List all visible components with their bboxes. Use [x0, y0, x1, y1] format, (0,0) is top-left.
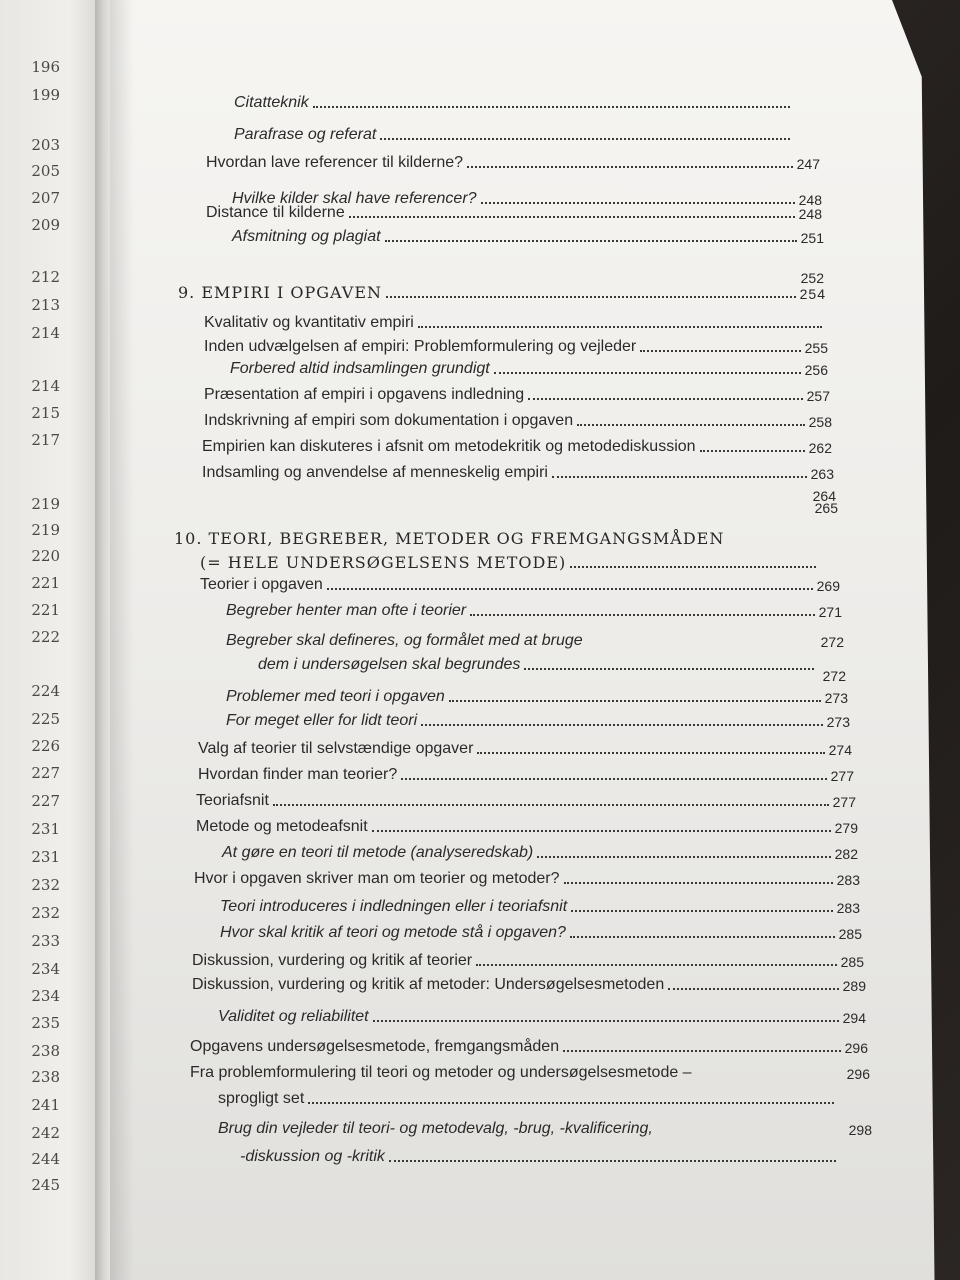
dot-leader: [385, 240, 797, 242]
dot-leader: [327, 588, 813, 590]
toc-entry-title: Metode og metodeafsnit: [196, 818, 368, 835]
toc-entry-title: Diskussion, vurdering og kritik af metoder: Undersøgelsesmetoden: [192, 976, 665, 993]
toc-page-number: 265: [814, 500, 838, 516]
toc-entry-title: Parafrase og referat: [234, 126, 377, 143]
toc-entry: [234, 90, 794, 112]
toc-page-number: 289: [842, 978, 866, 994]
toc-entry: [234, 122, 794, 144]
left-page-number: 203: [31, 136, 60, 154]
dot-leader: [373, 1020, 839, 1022]
toc-entry: [190, 1060, 870, 1082]
toc-entry: [204, 310, 826, 332]
toc-entry-title: Problemer med teori i opgaven: [226, 688, 445, 705]
toc-entry-continued: [218, 1086, 838, 1108]
toc-page-number: 257: [806, 388, 830, 404]
toc-entry-title: Hvor i opgaven skriver man om teorier og metoder?: [194, 870, 560, 887]
toc-entry: [218, 1116, 872, 1138]
left-page-number: 231: [31, 848, 60, 866]
left-page-number: 244: [31, 1150, 60, 1168]
left-page-number: 225: [31, 710, 60, 728]
toc-page-number: 271: [818, 604, 842, 620]
toc-entry-continued: [258, 652, 818, 674]
toc-page-number: 254: [799, 286, 826, 302]
left-page-number: 205: [31, 162, 60, 180]
toc-entry-title: Opgavens undersøgelsesmetode, fremgangsmåden: [190, 1038, 560, 1055]
left-page-number: 196: [31, 58, 60, 76]
left-page-number: 234: [31, 987, 60, 1005]
toc-entry: [202, 460, 834, 482]
toc-entry: [206, 150, 820, 172]
toc-entry: [220, 920, 862, 942]
chapter-heading: [178, 280, 826, 302]
dot-leader: [640, 350, 800, 352]
left-page-number: 235: [31, 1014, 60, 1032]
toc-page-number: 272: [820, 634, 844, 650]
toc-entry-title: Hvor skal kritik af teori og metode stå i opgaven?: [220, 924, 566, 941]
toc-entry: [190, 1034, 868, 1056]
toc-entry-title: Kvalitativ og kvantitativ empiri: [204, 314, 414, 331]
spacer: [657, 1132, 845, 1134]
left-page-number: 226: [31, 737, 60, 755]
toc-entry: [198, 736, 852, 758]
toc-entry-title: Teoriafsnit: [196, 792, 269, 809]
toc-entry: [226, 708, 850, 730]
toc-entry-title: Empirien kan diskuteres i afsnit om metodekritik og metodediskussion: [202, 438, 696, 455]
toc-entry: [206, 200, 822, 222]
chapter-title: 10. TEORI, BEGREBER, METODER OG FREMGANGSMÅDEN: [174, 529, 725, 548]
left-page-number: 233: [31, 932, 60, 950]
toc-entry-title: Brug din vejleder til teori- og metodevalg, -brug, -kvalificering,: [218, 1120, 653, 1137]
toc-entry: [204, 408, 832, 430]
toc-entry: [226, 628, 844, 650]
toc-entry: [226, 598, 842, 620]
dot-leader: [449, 700, 821, 702]
toc-entry-title: Fra problemformulering til teori og metoder og undersøgelsesmetode –: [190, 1064, 692, 1081]
dot-leader: [700, 450, 805, 452]
dot-leader: [421, 724, 822, 726]
toc-entry-title: Diskussion, vurdering og kritik af teorier: [192, 952, 473, 969]
dot-leader: [401, 778, 826, 780]
toc-entry: [232, 224, 824, 246]
toc-page-number: 298: [848, 1122, 872, 1138]
toc-page-number: 273: [824, 690, 848, 706]
dot-leader: [552, 476, 807, 478]
left-page-number: 238: [31, 1042, 60, 1060]
toc-page-number: 248: [798, 206, 822, 222]
toc-entry: [202, 434, 832, 456]
toc-entry-title: Hvordan lave referencer til kilderne?: [206, 154, 464, 171]
toc-entry-title: dem i undersøgelsen skal begrundes: [258, 656, 521, 673]
toc-entry: [196, 814, 858, 836]
toc-entry-title: For meget eller for lidt teori: [226, 712, 418, 729]
toc-entry-title: Indsamling og anvendelse af menneskelig empiri: [202, 464, 548, 481]
toc-entry: [204, 382, 830, 404]
toc-page-number: 263: [810, 466, 834, 482]
dot-leader: [349, 216, 795, 218]
dot-leader: [570, 936, 835, 938]
toc-entry-title: At gøre en teori til metode (analyseredskab): [222, 844, 534, 861]
toc-page-number: 273: [826, 714, 850, 730]
toc-page-number: 282: [834, 846, 858, 862]
toc-entry: [200, 572, 840, 594]
toc-entry: [194, 866, 860, 888]
left-page-number: 214: [31, 377, 60, 395]
dot-leader: [524, 668, 814, 670]
dot-leader: [386, 296, 796, 298]
dot-leader: [571, 910, 832, 912]
toc-page-number: 269: [816, 578, 840, 594]
dot-leader: [537, 856, 830, 858]
toc-page-number: 285: [840, 954, 864, 970]
left-page-number: 199: [31, 86, 60, 104]
chapter-title: 9. EMPIRI I OPGAVEN: [178, 283, 383, 302]
left-page-number: 209: [31, 216, 60, 234]
left-page-number: 212: [31, 268, 60, 286]
toc-page-number: 283: [836, 900, 860, 916]
dot-leader: [467, 166, 793, 168]
toc-entry: [204, 334, 828, 356]
chapter-heading: [174, 526, 774, 548]
left-page-number: 221: [31, 574, 60, 592]
toc-page-number: 294: [842, 1010, 866, 1026]
left-page-number: 238: [31, 1068, 60, 1086]
spacer: [587, 644, 817, 646]
toc-entry-title: Indskrivning af empiri som dokumentation i opgaven: [204, 412, 574, 429]
spacer: [696, 1076, 843, 1078]
left-page-number: 245: [31, 1176, 60, 1194]
left-page-number: 213: [31, 296, 60, 314]
toc-entry: [220, 894, 860, 916]
dot-leader: [470, 614, 815, 616]
left-page-number: 215: [31, 404, 60, 422]
toc-entry-title: Hvilke kilder skal have referencer?: [232, 190, 477, 207]
toc-entry-continued: [240, 1144, 840, 1166]
left-page-number: 231: [31, 820, 60, 838]
left-page-number: 220: [31, 547, 60, 565]
left-page-number: 242: [31, 1124, 60, 1142]
toc-entry-title: Afsmitning og plagiat: [232, 228, 381, 245]
chapter-subtitle: (= HELE UNDERSØGELSENS METODE): [200, 553, 567, 572]
dot-leader: [313, 106, 790, 108]
toc-entry-title: Distance til kilderne: [206, 204, 345, 221]
toc-entry-title: Præsentation af empiri i opgavens indledning: [204, 386, 525, 403]
left-page-number: 241: [31, 1096, 60, 1114]
toc-page-number: 258: [808, 414, 832, 430]
toc-page-number: 252: [800, 270, 824, 286]
left-page-number: 232: [31, 876, 60, 894]
left-page-number: 227: [31, 764, 60, 782]
toc-entry: [218, 1004, 866, 1026]
dot-leader: [418, 326, 822, 328]
toc-page-number: 285: [838, 926, 862, 942]
toc-page-number: 264: [812, 488, 836, 504]
toc-entry: [222, 840, 858, 862]
toc-entry: [780, 494, 838, 516]
toc-page-number: 277: [832, 794, 856, 810]
toc-page-number: 274: [828, 742, 852, 758]
left-page-number: 224: [31, 682, 60, 700]
toc-page-number: 262: [808, 440, 832, 456]
toc-entry: [192, 972, 866, 994]
left-page-number: 222: [31, 628, 60, 646]
dot-leader: [477, 752, 824, 754]
left-page-number: 227: [31, 792, 60, 810]
toc-entry-title: Validitet og reliabilitet: [218, 1008, 369, 1025]
toc-entry-title: Forbered altid indsamlingen grundigt: [230, 360, 490, 377]
toc-entry-title: Valg af teorier til selvstændige opgaver: [198, 740, 474, 757]
toc-entry: [226, 684, 848, 706]
toc-page-number: 296: [844, 1040, 868, 1056]
dot-leader: [494, 372, 801, 374]
toc-entry-title: Begreber henter man ofte i teorier: [226, 602, 467, 619]
toc-page-number: 256: [804, 362, 828, 378]
toc-entry: [790, 662, 846, 684]
toc-entry-title: Begreber skal defineres, og formålet med at bruge: [226, 632, 583, 649]
toc-page-number: 255: [804, 340, 828, 356]
toc-entry-title: sprogligt set: [218, 1090, 305, 1107]
left-page-number: 234: [31, 960, 60, 978]
toc-entry: [192, 948, 864, 970]
dot-leader: [577, 424, 805, 426]
toc-entry-title: Teori introduceres i indledningen eller i teoriafsnit: [220, 898, 568, 915]
left-page-number: 232: [31, 904, 60, 922]
toc-entry-title: -diskussion og -kritik: [240, 1148, 385, 1165]
dot-leader: [528, 398, 802, 400]
toc-page-number: 248: [798, 192, 822, 208]
left-page-number: 207: [31, 189, 60, 207]
toc-page-number: 251: [800, 230, 824, 246]
dot-leader: [389, 1160, 836, 1162]
dot-leader: [564, 882, 833, 884]
toc-page-number: 272: [822, 668, 846, 684]
toc-page-number: 296: [846, 1066, 870, 1082]
left-page-number: 219: [31, 495, 60, 513]
toc-entry: [230, 356, 828, 378]
dot-leader: [372, 830, 831, 832]
toc-page-number: 283: [836, 872, 860, 888]
dot-leader: [380, 138, 790, 140]
dot-leader: [668, 988, 838, 990]
toc-page-number: 277: [830, 768, 854, 784]
dot-leader: [273, 804, 829, 806]
toc-page-number: 247: [796, 156, 820, 172]
toc-entry-title: Inden udvælgelsen af empiri: Problemformulering og vejleder: [204, 338, 637, 355]
toc-page-number: 279: [834, 820, 858, 836]
toc-entry: [198, 762, 854, 784]
chapter-heading-subtitle: [200, 550, 820, 572]
toc-entry-title: Citatteknik: [234, 94, 309, 111]
dot-leader: [570, 566, 816, 568]
toc-entry: [196, 788, 856, 810]
dot-leader: [308, 1102, 834, 1104]
dot-leader: [476, 964, 837, 966]
left-page-number: 219: [31, 521, 60, 539]
toc-entry-title: Hvordan finder man teorier?: [198, 766, 398, 783]
left-page-number: 221: [31, 601, 60, 619]
toc-entry-title: Teorier i opgaven: [200, 576, 323, 593]
left-page-number: 214: [31, 324, 60, 342]
dot-leader: [563, 1050, 841, 1052]
left-page-number: 217: [31, 431, 60, 449]
